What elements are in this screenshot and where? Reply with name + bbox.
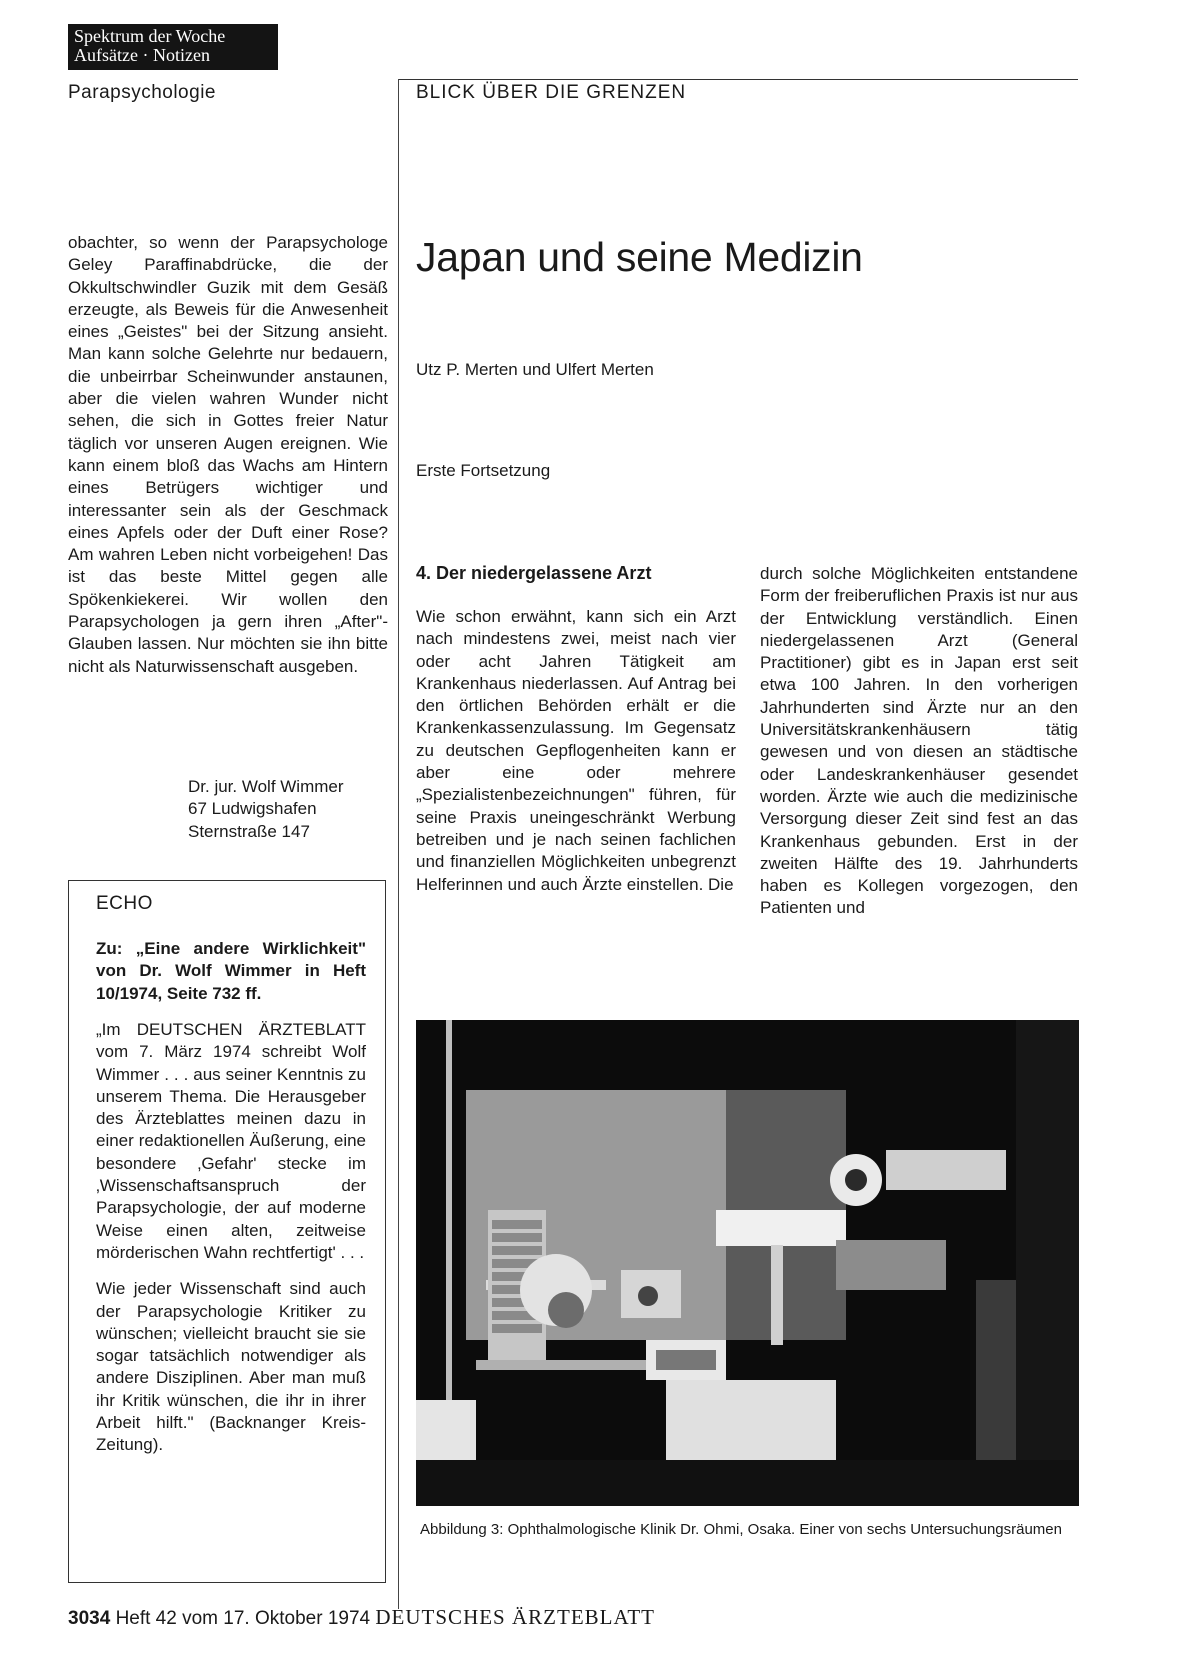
- echo-label: ECHO: [96, 893, 153, 914]
- journal-name: DEUTSCHES ÄRZTEBLATT: [375, 1605, 655, 1629]
- article-subtitle: Erste Fortsetzung: [416, 461, 551, 480]
- page-number: 3034: [68, 1608, 111, 1629]
- top-rule: [398, 79, 1078, 80]
- article-authors: Utz P. Merten und Ulfert Merten: [416, 360, 654, 379]
- letter-paragraph: obachter, so wenn der Parapsychologe Geley Paraffinabdrücke, die der Okkultschwindler Guzik mit dem Gesäß erzeugte, als Beweis für die Anwesenheit eines „Geistes" bei der Sitzung ansieht. Man kann solche Gelehrte nur bedauern, die unbeirrbar Scheinwunder anstaunen, aber die vielen wahren Wunder nicht sehen, die sich in Gottes freier Natur täglich vor unseren Augen ereignen. Wie kann einem bloß das Wachs am Hintern eines Betrügers wichtiger und interessanter sein als der Geschmack eines Apfels oder der Duft einer Rose? Am wahren Leben nicht vorbeigehen! Das ist das beste Mittel gegen alle Spökenkiekerei. Wir wollen den Parapsychologen ja gern ihren „After"-Glauben lassen. Nur möchten sie ihn bitte nicht als Naturwissenschaft ausgeben.: [68, 233, 388, 676]
- section-label-right: BLICK ÜBER DIE GRENZEN: [416, 82, 687, 103]
- echo-body: [96, 1019, 366, 1457]
- signature-city: 67 Ludwigshafen: [188, 799, 317, 819]
- article-column-2: durch solche Möglichkeiten entstandene Form der freiberuflichen Praxis ist nur aus der Entwicklung verständlich. Einen niedergelassenen Arzt (General Practitioner) gibt es in Japan erst seit etwa 100 Jahren. In den vorherigen Jahrhunderten sind Ärzte nur an den Universitätskrankenhäusern tätig gewesen und von diesen an städtische oder Landeskrankenhäuser gesendet worden. Ärzte wie auch die medizinische Versorgung dieser Zeit sind fest an das Krankenhaus gebunden. Erst in der zweiten Hälfte des 19. Jahrhunderts haben es Kollegen vorgezogen, den Patienten und: [760, 564, 1078, 918]
- echo-paragraph-1: „Im DEUTSCHEN ÄRZTEBLATT vom 7. März 1974 schreibt Wolf Wimmer . . . aus seiner Kenntnis zu unserem Thema. Die Herausgeber des Ärzteblattes meinen dazu in einer redaktionellen Äußerung, eine besondere ‚Gefahr' stecke im ‚Wissenschaftsanspruch der Parapsychologie, der auf moderne Weise einen alten, zeitweise mörderischen Wahn rechtfertigt' . . .: [96, 1020, 366, 1262]
- clinic-photo-illustration: [416, 1020, 1079, 1506]
- echo-heading: Zu: „Eine andere Wirklichkeit" von Dr. Wolf Wimmer in Heft 10/1974, Seite 732 ff.: [96, 939, 366, 1003]
- issue-info: Heft 42 vom 17. Oktober 1974: [115, 1608, 371, 1629]
- article-column-1: Wie schon erwähnt, kann sich ein Arzt nach mindestens zwei, meist nach vier oder acht Jahren Tätigkeit am Krankenhaus niederlassen. Auf Antrag bei den örtlichen Behörden erhält er die Krankenkassenzulassung. Im Gegensatz zu deutschen Gepflogenheiten kann er aber eine oder mehrere „Spezialistenbezeichnungen" führen, für seine Praxis uneingeschränkt Werbung betreiben und je nach seinen fachlichen und finanziellen Möglichkeiten unbegrenzt Helferinnen und auch Ärzte einstellen. Die: [416, 607, 736, 894]
- column-divider: [398, 79, 399, 1609]
- page-footer: [68, 1605, 655, 1630]
- article-section-heading: 4. Der niedergelassene Arzt: [416, 563, 652, 583]
- echo-paragraph-2: Wie jeder Wissenschaft sind auch der Parapsychologie Kritiker zu wünschen; vielleicht braucht sie sie sogar tatsächlich notwendiger als andere Disziplinen. Aber man muß ihr Kritik wünschen, die ihr in ihrer Arbeit hilft." (Backnanger Kreis-Zeitung).: [96, 1279, 366, 1455]
- letter-text: [68, 232, 388, 678]
- badge-line-2: Aufsätze · Notizen: [74, 45, 210, 65]
- photo-caption: Abbildung 3: Ophthalmologische Klinik Dr. Ohmi, Osaka. Einer von sechs Untersuchungsräumen: [420, 1521, 1062, 1538]
- section-badge: [68, 24, 278, 70]
- signature-name: Dr. jur. Wolf Wimmer: [188, 777, 344, 796]
- article-title: Japan und seine Medizin: [416, 234, 863, 280]
- signature-street: Sternstraße 147: [188, 821, 310, 841]
- clinic-photo: [416, 1020, 1079, 1506]
- section-label-left: Parapsychologie: [68, 82, 216, 103]
- badge-line-1: Spektrum der Woche: [74, 26, 226, 46]
- letter-signature: [188, 776, 398, 843]
